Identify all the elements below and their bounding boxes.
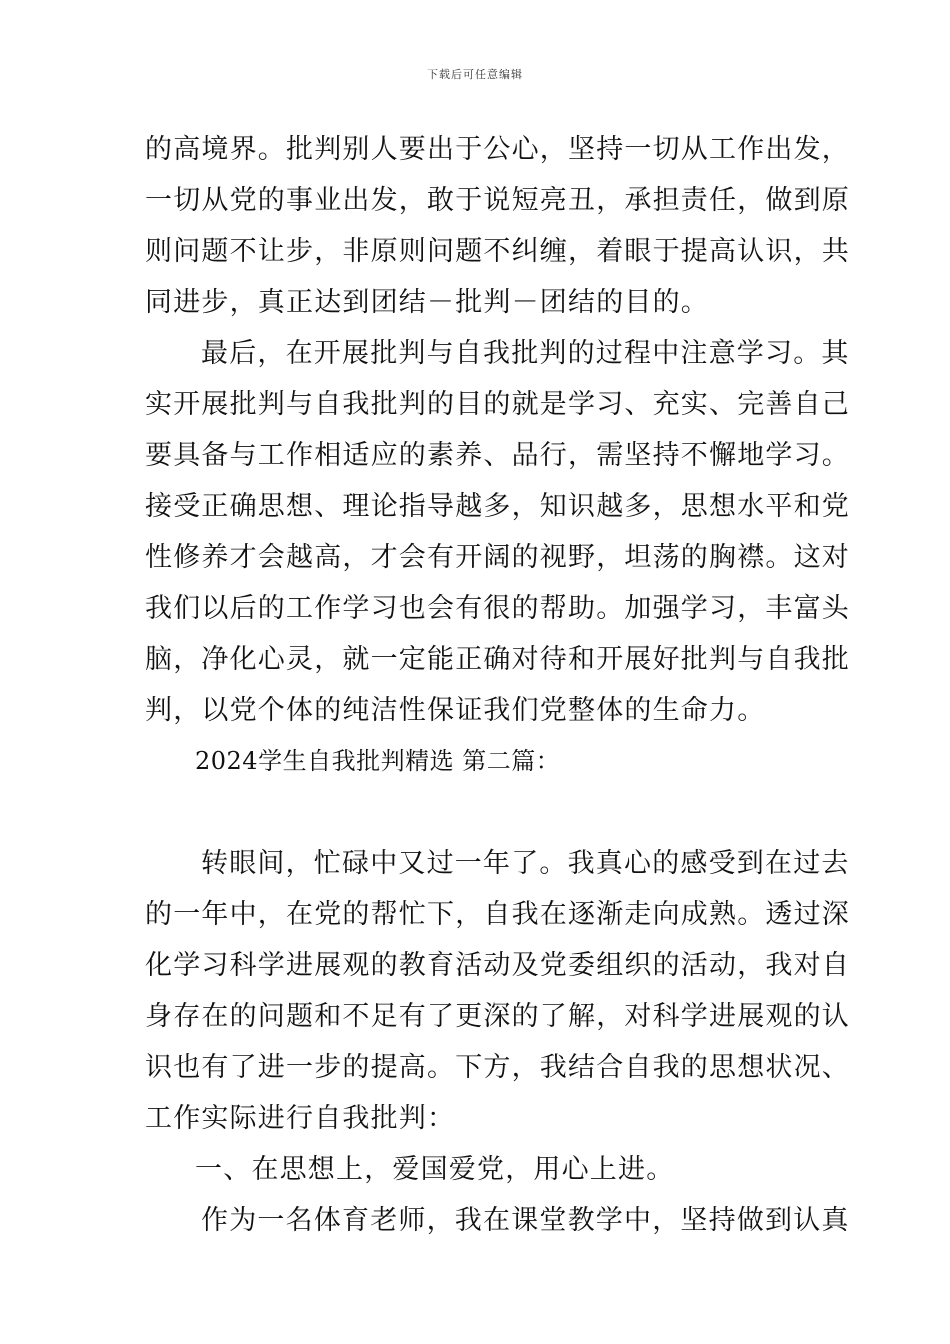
text-line: 要具备与工作相适应的素养、品行，需坚持不懈地学习。 bbox=[145, 440, 850, 471]
text-line: 判，以党个体的纯洁性保证我们党整体的生命力。 bbox=[145, 695, 766, 726]
paragraph-body bbox=[145, 1195, 850, 1246]
section-heading: 2024学生自我批判精选 第二篇： bbox=[195, 747, 561, 775]
paragraph-conclusion bbox=[145, 328, 850, 736]
text-line: 最后，在开展批判与自我批判的过程中注意学习。其 bbox=[201, 338, 850, 369]
text-line: 工作实际进行自我批判： bbox=[145, 1103, 456, 1134]
paragraph-intro bbox=[145, 838, 850, 1144]
text-line: 实开展批判与自我批判的目的就是学习、充实、完善自己 bbox=[145, 389, 850, 420]
text-line: 作为一名体育老师，我在课堂教学中，坚持做到认真 bbox=[201, 1205, 850, 1236]
text-line: 我们以后的工作学习也会有很的帮助。加强学习，丰富头 bbox=[145, 593, 850, 624]
text-line: 脑，净化心灵，就一定能正确对待和开展好批判与自我批 bbox=[145, 644, 850, 675]
text-line: 识也有了进一步的提高。下方，我结合自我的思想状况、 bbox=[145, 1052, 850, 1083]
text-line: 一切从党的事业出发，敢于说短亮丑，承担责任，做到原 bbox=[145, 185, 850, 216]
text-line: 的一年中，在党的帮忙下，自我在逐渐走向成熟。透过深 bbox=[145, 899, 850, 930]
text-line: 转眼间，忙碌中又过一年了。我真心的感受到在过去 bbox=[201, 848, 850, 879]
text-line: 性修养才会越高，才会有开阔的视野，坦荡的胸襟。这对 bbox=[145, 542, 850, 573]
paragraph-continuation bbox=[145, 124, 850, 328]
document-body bbox=[145, 124, 850, 1246]
subsection-heading: 一、在思想上，爱国爱党，用心上进。 bbox=[195, 1154, 675, 1185]
text-line: 接受正确思想、理论指导越多，知识越多，思想水平和党 bbox=[145, 491, 850, 522]
page-header: 下载后可任意编辑 bbox=[427, 68, 523, 81]
text-line: 的高境界。批判别人要出于公心，坚持一切从工作出发， bbox=[145, 134, 850, 165]
text-line: 身存在的问题和不足有了更深的了解，对科学进展观的认 bbox=[145, 1001, 850, 1032]
text-line: 化学习科学进展观的教育活动及党委组织的活动，我对自 bbox=[145, 950, 850, 981]
blank-line bbox=[145, 787, 815, 838]
text-line: 同进步，真正达到团结－批判－团结的目的。 bbox=[145, 287, 709, 318]
text-line: 则问题不让步，非原则问题不纠缠，着眼于提高认识，共 bbox=[145, 236, 850, 267]
